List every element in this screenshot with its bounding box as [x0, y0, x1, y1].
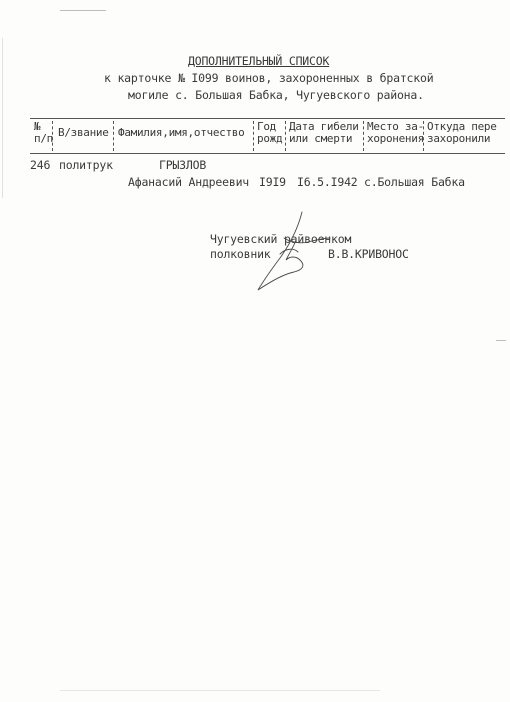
column-separator — [253, 121, 255, 151]
column-header-death-date: Дата гибели или смерти — [289, 120, 359, 145]
signature-organization: Чугуевский райвоенком — [210, 232, 352, 246]
row-number: 246 — [30, 158, 51, 172]
row-death-date: I6.5.I942 — [297, 175, 358, 189]
row-burial-place: с.Большая Бабка — [364, 175, 465, 189]
column-header-rank: В/звание — [58, 126, 109, 139]
signature-name: В.В.КРИВОНОС — [328, 247, 409, 261]
document-subtitle-line-1: к карточке № I099 воинов, захороненных в братской — [104, 71, 434, 85]
document-title: ДОПОЛНИТЕЛЬНЫЙ СПИСОК — [188, 54, 330, 68]
column-separator — [363, 121, 365, 151]
table-header — [30, 118, 505, 156]
header-bottom-rule — [30, 153, 505, 154]
scan-mark-bottom — [60, 690, 380, 691]
signature-rank: полковник — [210, 247, 271, 261]
column-separator — [113, 121, 115, 151]
column-header-number: № п/п — [34, 120, 53, 145]
row-surname: ГРЫЗЛОВ — [159, 158, 207, 172]
scan-mark-left — [2, 38, 3, 198]
column-header-full-name: Фамилия,имя,отчество — [118, 126, 245, 139]
column-header-moved-from: Откуда пере захоронили — [427, 120, 497, 145]
handwritten-signature — [250, 208, 340, 298]
header-top-rule — [30, 118, 505, 119]
column-header-burial-place: Место за- хоронения — [367, 120, 424, 145]
column-separator — [285, 121, 287, 151]
column-header-birth-year: Год рожд — [257, 120, 283, 145]
row-rank: политрук — [59, 158, 113, 172]
row-birth-year: I9I9 — [259, 175, 286, 189]
row-name-patronymic: Афанасий Андреевич — [128, 175, 250, 189]
document-subtitle-line-2: могиле с. Большая Бабка, Чугуевского района. — [128, 88, 424, 102]
scan-mark-top — [60, 10, 106, 11]
scan-mark-right — [496, 340, 506, 341]
